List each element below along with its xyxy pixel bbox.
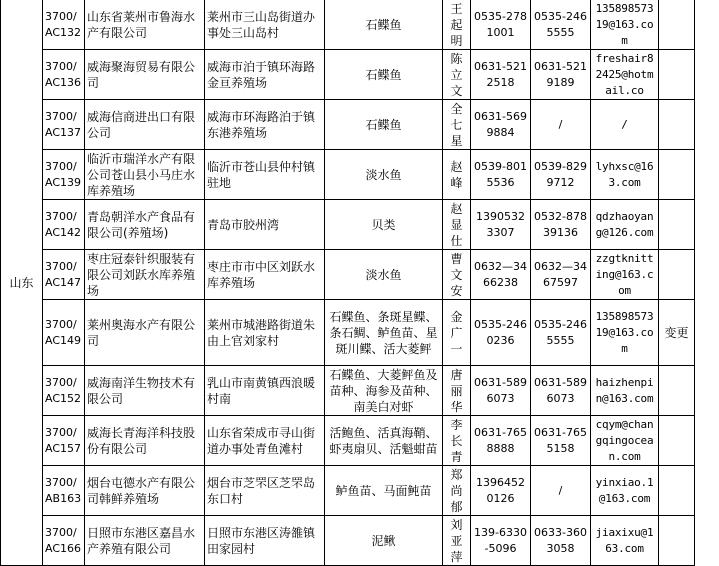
- registration-code: 3700/ AC157: [45, 425, 82, 455]
- row-2-company-name-cell: [85, 50, 205, 100]
- row-2-phone-cell: [471, 50, 531, 100]
- fax: 0631-7655158: [534, 425, 587, 455]
- company-name: 山东省莱州市鲁海水产有限公司: [87, 9, 196, 40]
- row-11-farm-address-cell: [205, 516, 325, 566]
- row-3-phone-cell: [471, 100, 531, 150]
- row-3-fax-cell: [531, 100, 591, 150]
- registration-code: 3700/ AB163: [45, 475, 82, 505]
- row-10-species-cell: [325, 466, 443, 516]
- company-name: 威海聚海贸易有限公司: [87, 59, 196, 90]
- company-name: 莱州奥海水产有限公司: [87, 317, 196, 348]
- row-4-email-cell: [591, 150, 659, 200]
- row-8-email-cell: [591, 366, 659, 416]
- phone: 139-6330-5096: [474, 525, 527, 555]
- farm-address: 枣庄市市中区刘跃水库养殖场: [207, 259, 316, 290]
- fax: 0631-5896073: [534, 375, 587, 405]
- row-2-species-cell: [325, 50, 443, 100]
- row-10-fax-cell: [531, 466, 591, 516]
- row-4-contact-person-cell: [443, 150, 471, 200]
- row-7-farm-address-cell: [205, 300, 325, 366]
- row-1-email-cell: [591, 0, 659, 50]
- farm-address: 山东省荣成市寻山街道办事处青鱼滩村: [207, 425, 316, 456]
- company-name: 威海长青海洋科技股份有限公司: [87, 425, 196, 456]
- row-5-email-cell: [591, 200, 659, 250]
- contact-person: 郑尚郁: [450, 467, 463, 514]
- note: 变更: [664, 325, 689, 340]
- row-7-fax-cell: [531, 300, 591, 366]
- registration-code: 3700/ AC149: [45, 317, 82, 347]
- row-2-registration-code-cell: [43, 50, 85, 100]
- row-2-email-cell: [591, 50, 659, 100]
- row-3-farm-address-cell: [205, 100, 325, 150]
- phone: 0631-7658888: [474, 425, 527, 455]
- email: 13589857319@163.com: [595, 1, 654, 47]
- species: 石鲽鱼: [365, 117, 402, 132]
- contact-person: 李长青: [450, 417, 463, 464]
- row-10-contact-person-cell: [443, 466, 471, 516]
- phone: 0535-2781001: [474, 9, 527, 39]
- email: freshair82425@hotmail.co: [595, 51, 654, 97]
- company-name: 烟台屯德水产有限公司韩鲜养殖场: [87, 475, 196, 506]
- species: 泥鳅: [371, 533, 396, 548]
- row-5-fax-cell: [531, 200, 591, 250]
- row-7-contact-person-cell: [443, 300, 471, 366]
- fax: 0535-2465555: [534, 317, 587, 347]
- row-9-contact-person-cell: [443, 416, 471, 466]
- email: lyhxsc@163.com: [595, 159, 654, 189]
- company-name: 威海南洋生物技术有限公司: [87, 375, 196, 406]
- row-1-company-name-cell: [85, 0, 205, 50]
- company-name: 威海信商进出口有限公司: [87, 109, 196, 140]
- row-10-registration-code-cell: [43, 466, 85, 516]
- row-2-note-cell: [659, 50, 695, 100]
- registration-code: 3700/ AC136: [45, 59, 82, 89]
- row-5-phone-cell: [471, 200, 531, 250]
- registration-code: 3700/ AC132: [45, 9, 82, 39]
- farm-address: 莱州市三山岛街道办事处三山岛村: [207, 9, 316, 40]
- species: 石鲽鱼、条斑星鲽、条石鲷、鲈鱼苗、星斑川鲽、活大菱鲆: [329, 309, 438, 356]
- farm-address: 日照市东港区涛雒镇田家园村: [207, 525, 316, 556]
- email: haizhenpin@163.com: [595, 375, 654, 405]
- fax: 0539-8299712: [534, 159, 587, 189]
- row-8-farm-address-cell: [205, 366, 325, 416]
- row-6-species-cell: [325, 250, 443, 300]
- species: 石鲽鱼: [365, 67, 402, 82]
- email: zzgtknitting@163.com: [595, 251, 654, 297]
- province-cell: 山东: [1, 0, 43, 566]
- farm-address: 临沂市苍山县仲村镇驻地: [207, 159, 316, 190]
- contact-person: 曹文安: [450, 251, 463, 298]
- row-1-registration-code-cell: [43, 0, 85, 50]
- row-5-contact-person-cell: [443, 200, 471, 250]
- row-8-note-cell: [659, 366, 695, 416]
- row-5-registration-code-cell: [43, 200, 85, 250]
- row-6-fax-cell: [531, 250, 591, 300]
- email: yinxiao.1@163.com: [595, 475, 654, 505]
- row-2-contact-person-cell: [443, 50, 471, 100]
- row-10-company-name-cell: [85, 466, 205, 516]
- row-11-registration-code-cell: [43, 516, 85, 566]
- farm-address: 威海市泊于镇环海路金亘养殖场: [207, 59, 316, 90]
- email: /: [621, 117, 628, 131]
- row-4-phone-cell: [471, 150, 531, 200]
- row-9-note-cell: [659, 416, 695, 466]
- row-7-registration-code-cell: [43, 300, 85, 366]
- row-3-registration-code-cell: [43, 100, 85, 150]
- row-1-fax-cell: [531, 0, 591, 50]
- row-11-phone-cell: [471, 516, 531, 566]
- email: jiaxixu@163.com: [595, 525, 654, 555]
- fax: /: [558, 483, 563, 497]
- species: 活鲍鱼、活真海鞘、虾夷扇贝、活魁蚶苗: [329, 425, 438, 456]
- row-7-email-cell: [591, 300, 659, 366]
- row-3-note-cell: [659, 100, 695, 150]
- row-9-species-cell: [325, 416, 443, 466]
- phone: 0631-5212518: [474, 59, 527, 89]
- row-11-fax-cell: [531, 516, 591, 566]
- registration-code: 3700/ AC166: [45, 525, 82, 555]
- row-5-farm-address-cell: [205, 200, 325, 250]
- row-11-contact-person-cell: [443, 516, 471, 566]
- contact-person: 赵峰: [450, 159, 463, 190]
- fax: 0535-2465555: [534, 9, 587, 39]
- farm-address: 青岛市胶州湾: [207, 217, 280, 232]
- farm-address: 莱州市城港路街道朱由上官刘家村: [207, 317, 316, 348]
- fax: /: [558, 117, 563, 131]
- row-3-contact-person-cell: [443, 100, 471, 150]
- row-4-species-cell: [325, 150, 443, 200]
- species: 贝类: [371, 217, 396, 232]
- contact-person: 金广一: [450, 309, 463, 356]
- row-2-farm-address-cell: [205, 50, 325, 100]
- contact-person: 全七星: [450, 101, 463, 148]
- species: 淡水鱼: [365, 267, 402, 282]
- row-6-email-cell: [591, 250, 659, 300]
- row-5-company-name-cell: [85, 200, 205, 250]
- row-4-registration-code-cell: [43, 150, 85, 200]
- contact-person: 王起明: [450, 1, 463, 48]
- registration-code: 3700/ AC152: [45, 375, 82, 405]
- phone: 0631-5896073: [474, 375, 527, 405]
- row-11-note-cell: [659, 516, 695, 566]
- row-9-email-cell: [591, 416, 659, 466]
- company-name: 青岛朝洋水产食品有限公司(养殖场): [87, 209, 196, 240]
- row-1-farm-address-cell: [205, 0, 325, 50]
- phone: 0631-5699884: [474, 109, 527, 139]
- email: qdzhaoyang@126.com: [595, 209, 654, 239]
- company-name: 日照市东港区嘉昌水产养殖有限公司: [87, 525, 196, 556]
- row-8-contact-person-cell: [443, 366, 471, 416]
- registration-code: 3700/ AC142: [45, 209, 82, 239]
- row-10-note-cell: [659, 466, 695, 516]
- row-1-note-cell: [659, 0, 695, 50]
- row-9-fax-cell: [531, 416, 591, 466]
- row-6-registration-code-cell: [43, 250, 85, 300]
- row-11-email-cell: [591, 516, 659, 566]
- row-8-fax-cell: [531, 366, 591, 416]
- row-1-species-cell: [325, 0, 443, 50]
- row-4-fax-cell: [531, 150, 591, 200]
- company-name: 临沂市瑞洋水产有限公司苍山县小马庄水库养殖场: [87, 151, 196, 198]
- row-8-registration-code-cell: [43, 366, 85, 416]
- fax: 0631-5219189: [534, 59, 587, 89]
- email: cqym@changqingocean.com: [595, 417, 654, 463]
- row-3-species-cell: [325, 100, 443, 150]
- row-3-company-name-cell: [85, 100, 205, 150]
- row-11-species-cell: [325, 516, 443, 566]
- species: 石鲽鱼: [365, 17, 402, 32]
- phone: 13964520126: [476, 475, 525, 505]
- fax: 0632—3467597: [534, 259, 587, 289]
- row-9-registration-code-cell: [43, 416, 85, 466]
- row-5-species-cell: [325, 200, 443, 250]
- row-6-phone-cell: [471, 250, 531, 300]
- species: 淡水鱼: [365, 167, 402, 182]
- row-10-farm-address-cell: [205, 466, 325, 516]
- row-7-company-name-cell: [85, 300, 205, 366]
- row-9-company-name-cell: [85, 416, 205, 466]
- row-6-note-cell: [659, 250, 695, 300]
- fax: 0633-3603058: [534, 525, 587, 555]
- farm-address: 烟台市芝罘区芝罘岛东口村: [207, 475, 316, 506]
- row-7-phone-cell: [471, 300, 531, 366]
- row-6-contact-person-cell: [443, 250, 471, 300]
- contact-person: 赵显仕: [450, 201, 463, 248]
- row-3-email-cell: [591, 100, 659, 150]
- farm-address: 威海市环海路泊于镇东港养殖场: [207, 109, 316, 140]
- email: 13589857319@163.com: [595, 309, 654, 355]
- row-5-note-cell: [659, 200, 695, 250]
- phone: 0535-2460236: [474, 317, 527, 347]
- row-11-company-name-cell: [85, 516, 205, 566]
- row-6-company-name-cell: [85, 250, 205, 300]
- row-1-contact-person-cell: [443, 0, 471, 50]
- phone: 0539-8015536: [474, 159, 527, 189]
- row-7-note-cell: [659, 300, 695, 366]
- row-1-phone-cell: [471, 0, 531, 50]
- registration-code: 3700/ AC147: [45, 259, 82, 289]
- row-6-farm-address-cell: [205, 250, 325, 300]
- registration-code: 3700/ AC137: [45, 109, 82, 139]
- phone: 0632—3466238: [474, 259, 527, 289]
- row-4-farm-address-cell: [205, 150, 325, 200]
- contact-person: 唐丽华: [450, 367, 463, 414]
- fax: 0532-87839136: [534, 209, 587, 239]
- row-8-company-name-cell: [85, 366, 205, 416]
- row-9-farm-address-cell: [205, 416, 325, 466]
- row-10-phone-cell: [471, 466, 531, 516]
- row-10-email-cell: [591, 466, 659, 516]
- row-7-species-cell: [325, 300, 443, 366]
- contact-person: 陈立文: [450, 51, 463, 98]
- company-name: 枣庄冠泰针织服装有限公司刘跃水库养殖场: [87, 251, 196, 298]
- row-8-phone-cell: [471, 366, 531, 416]
- species: 鲈鱼苗、马面鲀苗: [335, 483, 432, 498]
- row-4-company-name-cell: [85, 150, 205, 200]
- row-2-fax-cell: [531, 50, 591, 100]
- row-8-species-cell: [325, 366, 443, 416]
- row-9-phone-cell: [471, 416, 531, 466]
- phone: 13905323307: [476, 209, 525, 239]
- farm-address: 乳山市南黄镇西浪暖村南: [207, 375, 316, 406]
- row-4-note-cell: [659, 150, 695, 200]
- species: 石鲽鱼、大菱鲆鱼及苗种、海参及苗种、南美白对虾: [329, 367, 438, 414]
- registration-code: 3700/ AC139: [45, 159, 82, 189]
- contact-person: 刘亚萍: [450, 517, 463, 564]
